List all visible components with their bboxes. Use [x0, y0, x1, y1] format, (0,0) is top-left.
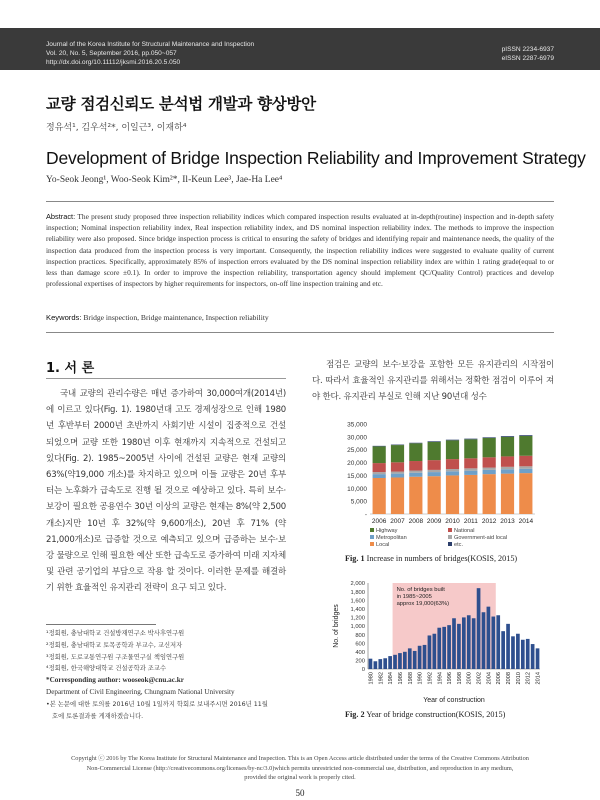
- bar-segment-etc-: [391, 445, 404, 446]
- abstract-text: The present study proposed three inspection reliability indices which compared inspection results evaluated at in-depth(routine) inspection and in-depth safety inspection; Nominal inspection reliability index, Real inspection reliability index, and DS nominal inspection reliability index. The methods to improve the inspection reliability were also proposed. Since bridge inspection process is critical to ensuring the safety of bridges and identifying repair and maintenance needs, the quality of the inspection data produced from the inspection process is very important. Consequently, the inspection reliability indices were suggested to evaluate quality of current inspection practices. Specifically, approximately 85% of inspection errors evaluated by the DS nominal inspection reliability index are within 1 rating grade(equal to or less than damage score ±0.1). In order to improve the inspection reliability, transportation agency should implement QC/Quality Control) practices and develop professional expertises of inspectors by higher requirements for inspectors, on-off line inspection training and etc.: [46, 212, 554, 289]
- x-tick-label: 1984: [388, 672, 395, 685]
- bar-segment-government-aid-local: [373, 472, 386, 474]
- legend-label: Metropolitan: [376, 535, 407, 541]
- bar: [457, 624, 461, 669]
- x-tick-label: 2009: [426, 518, 442, 525]
- legend-swatch: [370, 535, 374, 539]
- bar: [388, 656, 392, 669]
- bar-segment-national: [464, 458, 477, 468]
- bar: [501, 631, 505, 669]
- bar-segment-metropolitan: [446, 471, 459, 475]
- bar-segment-government-aid-local: [464, 468, 477, 470]
- figure-2-label: Fig. 2: [345, 710, 365, 719]
- journal-volume: Vol. 20, No. 5, September 2016, pp.050~057: [46, 50, 177, 57]
- bar-segment-local: [519, 473, 532, 514]
- annotation-text: in 1985~2005: [396, 594, 432, 600]
- x-tick-label: 1994: [437, 672, 444, 685]
- bar-segment-metropolitan: [428, 472, 441, 476]
- y-tick-label: 5,000: [350, 498, 367, 506]
- bar: [477, 588, 481, 669]
- y-axis-title: No. of bridges: [333, 604, 340, 648]
- bar-segment-government-aid-local: [391, 472, 404, 474]
- corresponding-author: *Corresponding author: wooseok@cnu.ac.kr: [46, 676, 184, 685]
- bar: [378, 659, 382, 669]
- bar: [428, 635, 432, 669]
- bar: [374, 661, 378, 669]
- footnote-3: ³정회원, 도로교통연구원 구조물연구실 책임연구원: [46, 653, 185, 661]
- bar-segment-highway: [373, 446, 386, 463]
- x-tick-label: 2012: [525, 672, 532, 685]
- x-tick-label: 2010: [515, 672, 522, 685]
- keywords-label: Keywords:: [46, 313, 82, 322]
- legend-label: National: [454, 528, 475, 534]
- bar: [467, 615, 471, 669]
- author-affiliation: Department of Civil Engineering, Chungnam National University: [46, 687, 235, 696]
- bar: [496, 615, 500, 669]
- bar: [437, 628, 441, 669]
- x-tick-label: 2011: [463, 518, 478, 525]
- y-tick-label: 20,000: [347, 460, 367, 468]
- bar-segment-government-aid-local: [483, 468, 496, 470]
- bar-segment-metropolitan: [373, 474, 386, 478]
- figure-1-chart: [330, 420, 540, 548]
- bar-segment-national: [409, 461, 422, 471]
- bar-segment-etc-: [409, 443, 422, 444]
- bar-segment-government-aid-local: [409, 471, 422, 473]
- legend-label: Highway: [376, 528, 398, 534]
- abstract-label: Abstract:: [46, 212, 76, 221]
- legend-label: Government-aid local: [454, 535, 508, 541]
- x-tick-label: 2000: [466, 672, 473, 685]
- bar-segment-local: [391, 477, 404, 514]
- journal-doi[interactable]: http://dx.doi.org/10.11112/jksmi.2016.20.5.050: [46, 59, 181, 66]
- bar: [383, 658, 387, 669]
- footnote-rule: [46, 624, 156, 625]
- legend-swatch: [448, 535, 452, 539]
- y-tick-label: 1,000: [350, 624, 365, 631]
- bar-segment-metropolitan: [391, 474, 404, 478]
- divider-top: [46, 201, 554, 202]
- bar: [418, 646, 422, 669]
- body-text-right: 점검은 교량의 보수·보강을 포함한 모든 유지관리의 시작점이다. 따라서 효율적인 유지관리를 위해서는 정확한 점검이 이루어 져야 한다. 유지관리 부실로 인해 지난 90년대 성수: [312, 360, 554, 403]
- copyright-notice: [46, 754, 554, 783]
- bar: [433, 634, 437, 669]
- figure-2-chart: [330, 578, 545, 708]
- legend-swatch: [448, 542, 452, 546]
- bar-segment-highway: [428, 442, 441, 460]
- x-tick-label: 1988: [407, 672, 414, 685]
- bar-segment-local: [464, 475, 477, 514]
- y-tick-label: 600: [355, 641, 365, 648]
- bar-segment-local: [409, 477, 422, 514]
- x-tick-label: 2002: [476, 672, 483, 685]
- pissn: pISSN 2234-6937: [501, 46, 554, 53]
- bar-segment-highway: [501, 437, 514, 457]
- y-tick-label: 1,600: [350, 598, 365, 605]
- figure-2-caption: [345, 710, 505, 719]
- y-tick-label: 35,000: [347, 421, 367, 429]
- y-tick-label: 1,800: [350, 589, 365, 596]
- section-rule: [46, 378, 286, 379]
- legend-label: Local: [376, 542, 390, 548]
- korean-title: 교량 점검신뢰도 분석법 개발과 향상방안: [46, 95, 316, 113]
- x-tick-label: 1986: [397, 672, 404, 685]
- bar: [531, 644, 535, 669]
- x-tick-label: 2006: [371, 518, 387, 525]
- discussion-note-1: •본 논문에 대한 토의를 2016년 10월 1일까지 학회로 보내주시면 2016년 11월: [46, 700, 268, 708]
- bar-segment-metropolitan: [464, 471, 477, 475]
- bar-segment-national: [446, 459, 459, 469]
- legend-swatch: [370, 528, 374, 532]
- annotation-text: No. of bridges built: [396, 587, 445, 593]
- bar-segment-local: [428, 476, 441, 514]
- keywords: [46, 313, 554, 322]
- x-tick-label: 2004: [486, 672, 493, 685]
- copyright-line-2: Non-Commercial License (http://creativecommons.org/licenses/by-nc/3.0)which permits unrestricted non-commercial use, distribution, and reproduction in any medium,: [86, 764, 514, 772]
- journal-header: [0, 28, 600, 70]
- bar-segment-etc-: [483, 437, 496, 438]
- figure-2-caption-text: Year of bridge construction(KOSIS, 2015): [366, 710, 506, 719]
- x-tick-label: 1998: [456, 672, 463, 685]
- x-tick-label: 2014: [535, 672, 542, 685]
- x-tick-label: 1980: [368, 672, 375, 685]
- bar: [442, 627, 446, 669]
- bar-segment-national: [373, 463, 386, 472]
- y-tick-label: 10,000: [347, 485, 367, 493]
- footnote-1: ¹정회원, 충남대학교 건설방재연구소 박사후연구원: [46, 630, 185, 637]
- copyright-line-1: Copyright ⓒ 2016 by The Korea Institute for Structural Maintenance and Inspection. This is an Open Access article distributed under the terms of the Creative Commons Attribution: [71, 755, 529, 762]
- bar: [408, 648, 412, 669]
- korean-authors: 정유석¹, 김우석²*, 이일근³, 이재하⁴: [46, 123, 187, 133]
- bar-segment-etc-: [519, 435, 532, 436]
- bar-segment-local: [373, 478, 386, 514]
- keywords-text: Bridge inspection, Bridge maintenance, Inspection reliability: [83, 313, 269, 322]
- bar-segment-government-aid-local: [428, 470, 441, 472]
- bar-segment-highway: [519, 436, 532, 456]
- bar-segment-national: [483, 457, 496, 467]
- figure-1-caption-text: Increase in numbers of bridges(KOSIS, 2015): [366, 554, 518, 563]
- bar: [482, 612, 486, 669]
- bar-segment-government-aid-local: [446, 469, 459, 471]
- journal-name: Journal of the Korea Institute for Structural Maintenance and Inspection: [46, 41, 255, 48]
- x-tick-label: 1990: [417, 672, 424, 685]
- annotation-text: approx 19,000(63%): [396, 601, 450, 607]
- figure-1-caption: [345, 554, 517, 563]
- bar-segment-highway: [409, 443, 422, 461]
- bar-segment-highway: [464, 439, 477, 458]
- legend-swatch: [370, 542, 374, 546]
- bar-segment-highway: [446, 440, 459, 459]
- bar: [462, 617, 466, 669]
- y-tick-label: 25,000: [347, 447, 367, 455]
- bar-segment-local: [483, 474, 496, 514]
- bar: [511, 636, 515, 669]
- y-tick-label: 200: [355, 658, 365, 665]
- bar: [487, 607, 491, 669]
- bar: [447, 625, 451, 669]
- y-tick-label: 0: [361, 667, 365, 674]
- bar-segment-etc-: [428, 441, 441, 442]
- x-tick-label: 2010: [445, 518, 460, 525]
- bar: [536, 648, 540, 669]
- bar-segment-etc-: [464, 439, 477, 440]
- bar-segment-local: [446, 475, 459, 514]
- bar-segment-national: [501, 456, 514, 466]
- bar-segment-etc-: [373, 446, 386, 447]
- bar: [423, 645, 427, 669]
- bar: [403, 652, 407, 669]
- x-tick-label: 2007: [390, 518, 405, 525]
- x-tick-label: 2008: [506, 672, 513, 685]
- x-tick-label: 2012: [481, 518, 497, 525]
- figure-1-label: Fig. 1: [345, 554, 365, 563]
- bar: [452, 618, 456, 669]
- bar: [521, 640, 525, 669]
- bar-segment-etc-: [501, 436, 514, 437]
- bar: [413, 651, 417, 669]
- y-tick-label: 1,200: [350, 615, 365, 622]
- body-text-left: 국내 교량의 관리수량은 매년 증가하여 30,000여개(2014년)에 이르고 있다(Fig. 1). 1980년대 고도 경제성장으로 인해 1980년 후반부터 2000년 초반까지 사회기반 시설이 집중적으로 건설 되었으며 교량 또한 1980년 이후 현재까지 지속적으로 건설되고 있다(Fig. 2). 1985~2005년 사이에 건설된 교량은 현재 교량의 63%(약19,000 개소)를 차지하고 있으며 이들 교량은 20년 후부터는 노후화가 급속도로 진행 될 것으로 예상하고 있다. 특히 보수·보강이 필요한 공용연수 30년 이상의 교량은 현재는 8%(약 2,500개소)지만 10년 후 32%(약 9,600개소), 20년 후 71% (약 21,000개소)로 급증할 것으로 예측되고 있으며 급증하는 보수·보강 물량으로 인해 필요한 예산 또한 급속도로 증가하여 미래 지자체 및 관련 공기업의 부담으로 작용 할 것이다. 이러한 문제를 해결하기 위한 효율적인 유지관리 전략이 요구 되고 있다.: [46, 389, 286, 594]
- bar-segment-national: [519, 456, 532, 467]
- bar-segment-government-aid-local: [519, 466, 532, 468]
- bar-segment-highway: [483, 438, 496, 457]
- footnotes: [46, 628, 286, 722]
- x-tick-label: 2008: [408, 518, 424, 525]
- bar-segment-metropolitan: [501, 469, 514, 473]
- bar: [472, 618, 476, 669]
- y-tick-label: 1,400: [350, 607, 365, 613]
- y-tick-label: -: [364, 511, 367, 519]
- bar-segment-government-aid-local: [501, 467, 514, 469]
- x-tick-label: 1982: [378, 672, 385, 685]
- x-tick-label: 2006: [496, 672, 503, 685]
- x-tick-label: 2014: [518, 518, 534, 525]
- footnote-4: ⁴정회원, 한국해양대학교 건설공학과 조교수: [46, 665, 167, 673]
- eissn: eISSN 2287-6979: [501, 55, 554, 62]
- bar: [516, 634, 520, 669]
- bar-segment-local: [501, 474, 514, 514]
- journal-info: [46, 40, 254, 67]
- y-tick-label: 15,000: [347, 472, 367, 480]
- y-tick-label: 2,000: [350, 581, 365, 588]
- x-tick-label: 1996: [447, 672, 454, 685]
- bar-segment-highway: [391, 445, 404, 462]
- bar: [369, 659, 373, 669]
- page-number: 50: [295, 788, 305, 798]
- bar: [506, 624, 510, 669]
- y-tick-label: 400: [355, 650, 365, 656]
- y-tick-label: 800: [355, 632, 365, 639]
- bar-segment-national: [391, 462, 404, 471]
- bar-segment-etc-: [446, 440, 459, 441]
- section-title: 1. 서 론: [46, 361, 95, 376]
- bar-segment-metropolitan: [483, 470, 496, 474]
- legend-swatch: [448, 528, 452, 532]
- x-axis-title: Year of construction: [423, 697, 485, 704]
- discussion-note-2: 호에 토론결과를 게재하겠습니다.: [52, 712, 144, 720]
- divider-bottom: [46, 332, 554, 333]
- english-authors: Yo-Seok Jeong¹, Woo-Seok Kim²*, Il-Keun Lee³, Jae-Ha Lee⁴: [46, 175, 283, 185]
- bar: [398, 653, 402, 669]
- bar-segment-metropolitan: [519, 469, 532, 473]
- bar: [393, 655, 397, 669]
- issn-info: [502, 45, 554, 63]
- x-tick-label: 1992: [427, 672, 434, 685]
- x-tick-label: 2013: [500, 518, 515, 525]
- bar-segment-national: [428, 460, 441, 470]
- footnote-2: ²정회원, 충남대학교 토목공학과 부교수, 교신저자: [46, 641, 183, 649]
- abstract: [46, 211, 554, 289]
- legend-label: etc.: [454, 542, 464, 548]
- bar: [526, 639, 530, 669]
- copyright-line-3: provided the original work is properly cited.: [244, 774, 356, 781]
- bar-segment-metropolitan: [409, 473, 422, 477]
- bar: [491, 617, 495, 669]
- y-tick-label: 30,000: [347, 434, 367, 442]
- english-title: Development of Bridge Inspection Reliability and Improvement Strategy: [46, 148, 586, 168]
